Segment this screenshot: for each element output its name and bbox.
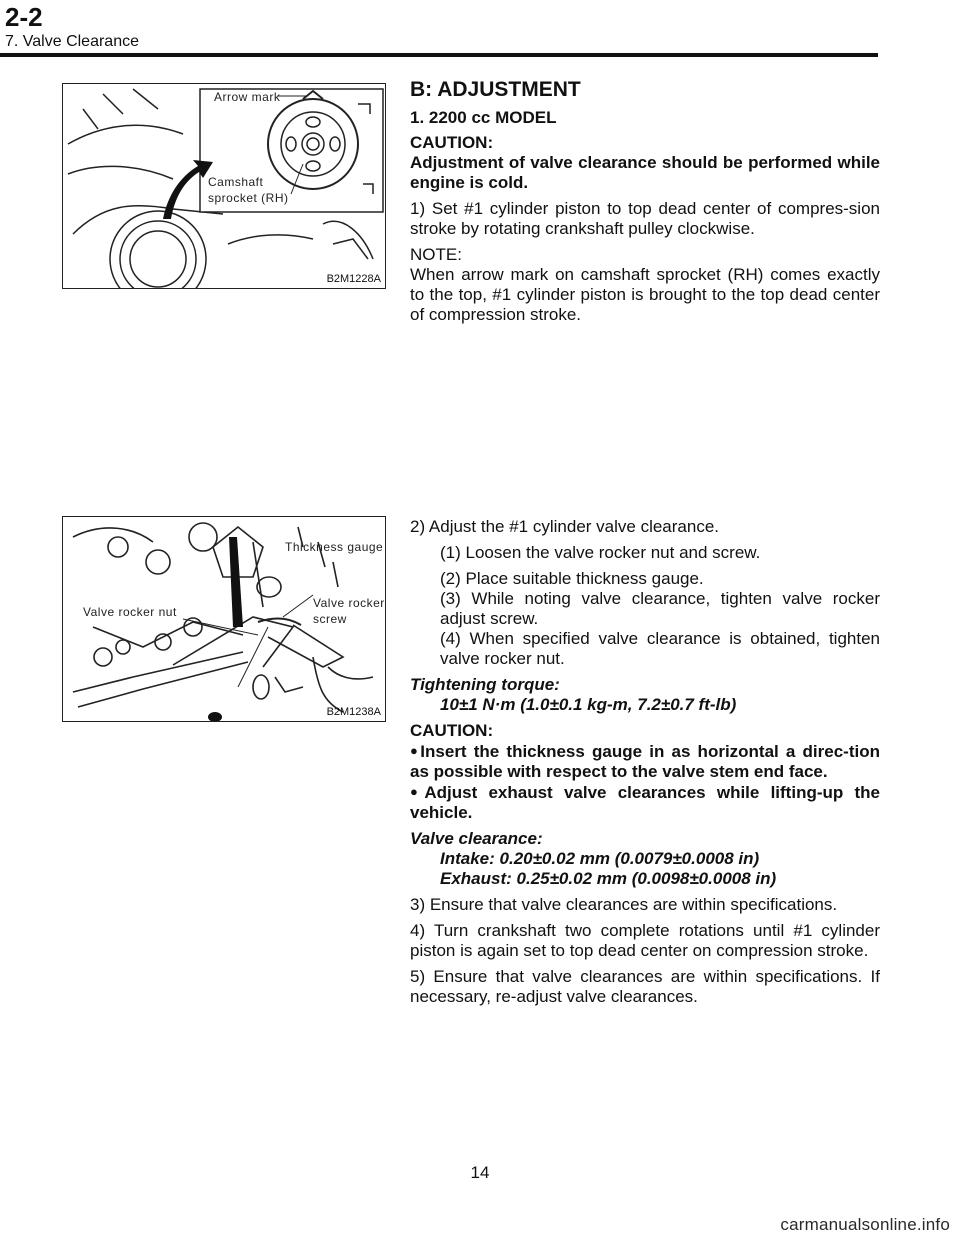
note-text: When arrow mark on camshaft sprocket (RH) comes exactly to the top, #1 cylinder piston is brought to the top dead center of compression stroke. xyxy=(410,265,880,324)
label-valve-rocker-screw-1: Valve rocker xyxy=(313,596,385,610)
substep-2: (2) Place suitable thickness gauge. xyxy=(440,569,704,588)
figure-thickness-gauge xyxy=(62,516,386,722)
page-number: 14 xyxy=(470,1163,490,1182)
substep-1: (1) Loosen the valve rocker nut and screw. xyxy=(440,543,761,562)
step-5: 5) Ensure that valve clearances are within specifications. If necessary, re-adjust valve clearances. xyxy=(410,967,880,1006)
clearance-title: Valve clearance: xyxy=(410,829,543,848)
caution-title: CAUTION: xyxy=(410,133,494,152)
model-heading: 1. 2200 cc MODEL xyxy=(410,108,557,127)
bullet-icon: ● xyxy=(410,784,425,799)
caution-bullet-1: ●Insert the thickness gauge in as horizontal a direc-tion as possible with respect to the valve stem end face. xyxy=(410,742,880,781)
section-heading: B: ADJUSTMENT xyxy=(410,78,581,101)
label-valve-rocker-nut: Valve rocker nut xyxy=(83,605,177,619)
label-thickness-gauge: Thickness gauge xyxy=(285,540,384,554)
torque-value: 10±1 N·m (1.0±0.1 kg-m, 7.2±0.7 ft-lb) xyxy=(440,695,737,714)
note-title: NOTE: xyxy=(410,245,462,264)
label-valve-rocker-screw-2: screw xyxy=(313,612,347,626)
label-arrow-mark: Arrow mark xyxy=(214,90,281,104)
clearance-exhaust: Exhaust: 0.25±0.02 mm (0.0098±0.0008 in) xyxy=(440,869,777,888)
torque-title: Tightening torque: xyxy=(410,675,560,694)
caution-title-2: CAUTION: xyxy=(410,721,494,740)
caution-text: Adjustment of valve clearance should be performed while engine is cold. xyxy=(410,153,880,192)
step-1: 1) Set #1 cylinder piston to top dead center of compres-sion stroke by rotating crankshaft pulley clockwise. xyxy=(410,199,880,238)
header-rule xyxy=(0,53,878,57)
clearance-intake: Intake: 0.20±0.02 mm (0.0079±0.0008 in) xyxy=(440,849,760,868)
adjustment-section xyxy=(410,78,880,325)
substep-3: (3) While noting valve clearance, tighten valve rocker adjust screw. xyxy=(440,589,880,628)
section-title: 7. Valve Clearance xyxy=(5,33,139,50)
substep-4: (4) When specified valve clearance is obtained, tighten valve rocker nut. xyxy=(440,629,880,668)
watermark: carmanualsonline.info xyxy=(780,1215,950,1234)
figure-code: B2M1228A xyxy=(326,273,381,285)
step-2: 2) Adjust the #1 cylinder valve clearance. xyxy=(410,517,720,536)
figure-code: B2M1238A xyxy=(326,706,381,718)
step-4: 4) Turn crankshaft two complete rotations until #1 cylinder piston is again set to top dead center on compression stroke. xyxy=(410,921,880,960)
label-camshaft: Camshaft xyxy=(208,175,264,189)
label-sprocket-rh: sprocket (RH) xyxy=(208,191,289,205)
figure-camshaft-sprocket xyxy=(62,83,386,289)
section-number: 2-2 xyxy=(5,2,43,32)
adjust-procedure xyxy=(410,517,880,1007)
step-3: 3) Ensure that valve clearances are within specifications. xyxy=(410,895,838,914)
caution-bullet-2: ●Adjust exhaust valve clearances while lifting-up the vehicle. xyxy=(410,783,880,822)
bullet-icon: ● xyxy=(410,743,421,758)
